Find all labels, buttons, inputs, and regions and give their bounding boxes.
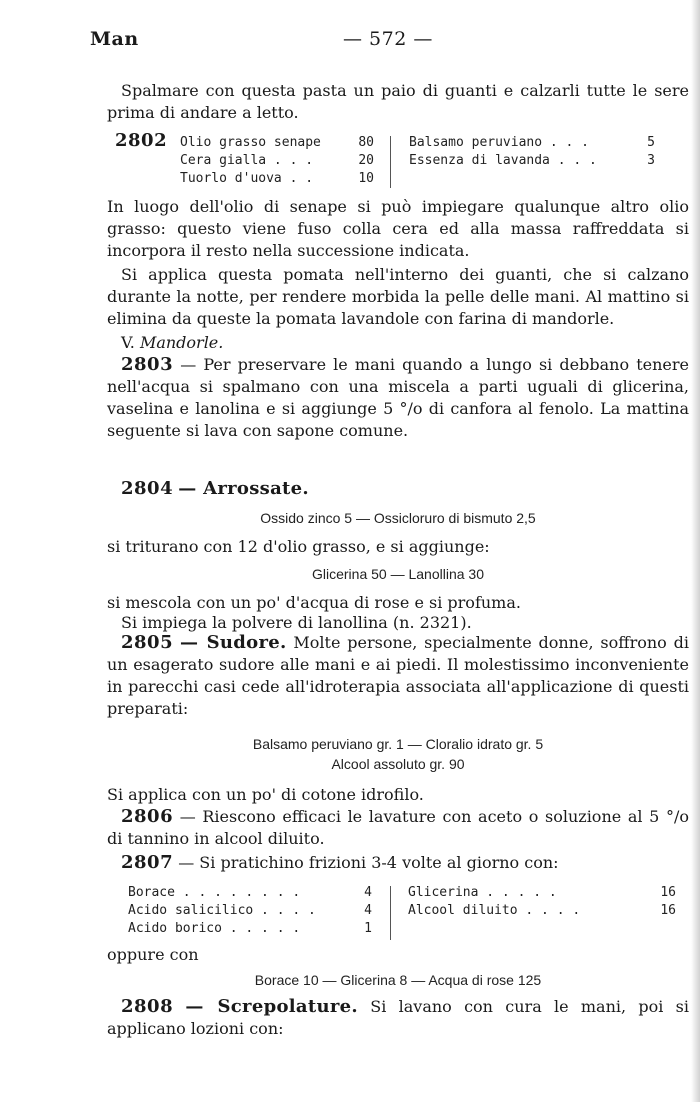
recipe-2802-right-col	[409, 134, 659, 170]
ingredient-row: Acido borico . . . . . 1	[128, 921, 372, 936]
recipe-2804-line-1: si triturano con 12 d'olio grasso, e si aggiunge:	[107, 537, 490, 556]
recipe-2807-left-col	[128, 884, 380, 938]
ingredient-row: Borace . . . . . . . . 4	[128, 885, 372, 900]
running-head: Man	[90, 28, 139, 50]
recipe-2808: 2808 — Screpolature. Si lavano con cura le mani, poi si applicano lozioni con:	[107, 996, 690, 1038]
page-number: — 572 —	[343, 28, 433, 50]
page-header	[90, 28, 688, 54]
ingredient-row: Glicerina . . . . . 16	[408, 885, 676, 900]
ingredient-row: Alcool diluito . . . . 16	[408, 903, 676, 918]
recipe-2807: 2807 — Si pratichino frizioni 3-4 volte al giorno con:	[121, 852, 559, 873]
recipe-2804-formula-1: Ossido zinco 5 — Ossicloruro di bismuto 2,5	[260, 510, 536, 526]
column-divider	[390, 886, 391, 940]
recipe-2805-formula-2: Alcool assoluto gr. 90	[331, 756, 465, 772]
ingredient-row: Acido salicilico . . . . 4	[128, 903, 372, 918]
ingredient-row: Tuorlo d'uova . . 10	[180, 171, 374, 186]
recipe-2807-oppure: oppure con	[107, 945, 199, 964]
recipe-2805-formula-1: Balsamo peruviano gr. 1 — Cloralio idrato gr. 5	[252, 736, 544, 752]
recipe-2804-line-2: si mescola con un po' d'acqua di rose e si profuma.	[107, 593, 521, 612]
recipe-2802-number: 2802	[115, 130, 168, 151]
recipe-2803: 2803 — Per preservare le mani quando a lungo si debbano tenere nell'acqua si spalmano con una miscela a parti uguali di glicerina, vaselina e lanolina e si aggiunge 5 °/o di canfora al fenolo. La mattina seguente si lava con sapone comune.	[107, 354, 689, 440]
recipe-2807-table	[128, 884, 688, 942]
paragraph-substitution: In luogo dell'olio di senape si può impiegare qualunque altro olio grasso: questo viene fuso colla cera ed alla massa raffreddata si incorpora il resto nella successione indicata.	[107, 197, 689, 260]
recipe-2807-right-col	[408, 884, 688, 920]
ingredient-row: Cera gialla . . . 20	[180, 153, 374, 168]
recipe-2802-left-col	[180, 134, 376, 188]
paragraph-application: Si applica questa pomata nell'interno dei guanti, che si calzano durante la notte, per rendere morbida la pelle delle mani. Al mattino si elimina da queste la pomata lavandole con farina di mandorle.	[107, 265, 689, 328]
recipe-2806: 2806 — Riescono efficaci le lavature con aceto o soluzione al 5 °/o di tannino in alcool diluito.	[107, 806, 689, 848]
ingredient-row: Olio grasso senape 80	[180, 135, 374, 150]
recipe-2805: 2805 — Sudore. Molte persone, specialmente donne, soffrono di un esagerato sudore alle mani e ai piedi. Il molestissimo inconveniente in parecchi casi cede all'idroterapia associata all'applicazione di questi preparati:	[107, 632, 689, 718]
see-also-ref: Mandorle.	[139, 333, 224, 352]
see-also: V. Mandorle.	[121, 333, 224, 352]
column-divider	[390, 136, 391, 188]
ingredient-row: Balsamo peruviano . . . 5	[409, 135, 655, 150]
recipe-2804-formula-2: Glicerina 50 — Lanollina 30	[312, 566, 484, 582]
recipe-2805-after: Si applica con un po' di cotone idrofilo.	[107, 785, 424, 804]
recipe-2807-formula: Borace 10 — Glicerina 8 — Acqua di rose 125	[254, 972, 542, 988]
recipe-2802-table	[180, 134, 680, 192]
recipe-2804-line-3: Si impiega la polvere di lanollina (n. 2321).	[121, 613, 472, 632]
recipe-2804-heading: 2804 — Arrossate.	[121, 478, 309, 499]
page-edge-shadow	[691, 0, 700, 1102]
ingredient-row: Essenza di lavanda . . . 3	[409, 153, 655, 168]
intro-paragraph: Spalmare con questa pasta un paio di guanti e calzarli tutte le sere prima di andare a letto.	[107, 81, 689, 122]
